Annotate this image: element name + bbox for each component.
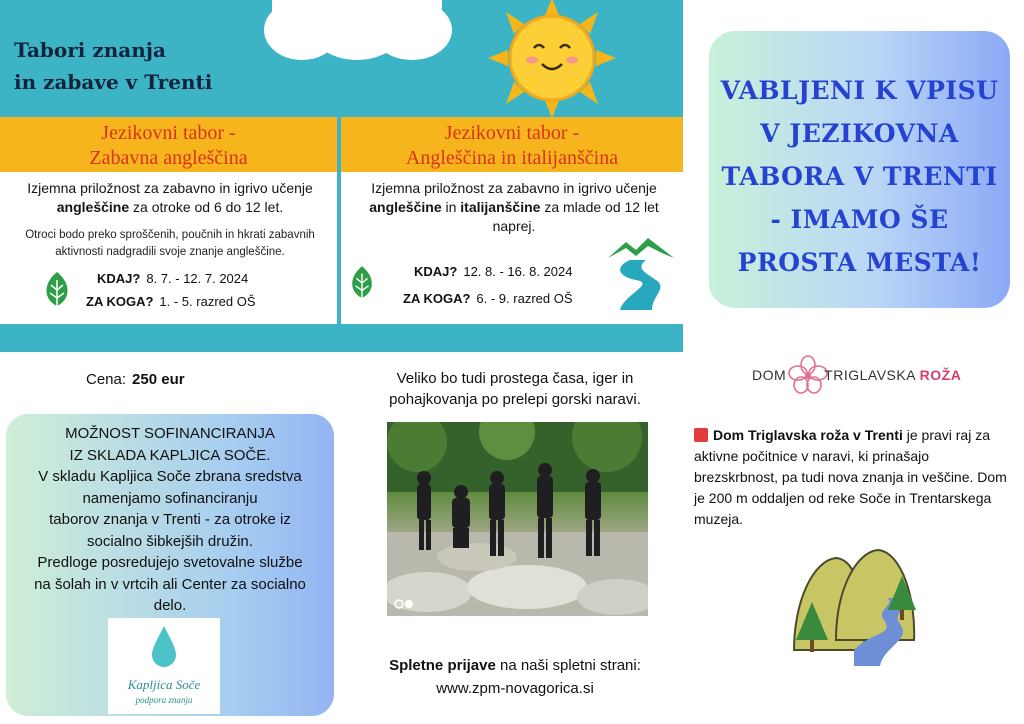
camp2-who-label: ZA KOGA? [403, 291, 471, 306]
funding-line: socialno šibkejših družin. [87, 532, 253, 550]
invite-box [709, 31, 1010, 308]
camp2-who [403, 291, 573, 307]
logo-part2: TRIGLAVSKA [824, 367, 916, 383]
funding-line: na šolah in v vrtcih ali Center za socialno [34, 575, 306, 593]
funding-line: namenjamo sofinanciranju [82, 489, 258, 507]
camp2-desc-bold2: italijanščine [460, 199, 541, 215]
leaf-icon [42, 270, 72, 310]
river-mountain-icon [606, 236, 676, 312]
camp2-title [341, 121, 683, 171]
funding-line: Predloge posredujejo svetovalne službe [37, 554, 303, 571]
camp1-description [14, 179, 326, 217]
logo-part1: DOM [752, 367, 787, 383]
price-label: Cena: [86, 371, 127, 388]
leaf-icon [348, 264, 376, 302]
camp2-desc-pre: Izjemna priložnost za zabavno in igrivo učenje [371, 180, 657, 196]
funding-line: delo. [153, 597, 187, 614]
apply-text [346, 654, 684, 700]
camp1-when-value: 8. 7. - 12. 7. 2024 [146, 271, 249, 286]
funding-line: V skladu Kapljica Soče zbrana sredstva [38, 468, 302, 485]
group-photo [387, 422, 648, 616]
funding-line: MOŽNOST SOFINANCIRANJA [65, 425, 275, 442]
dom-description [694, 425, 1012, 530]
camp1-desc-bold: angleščine [56, 199, 130, 215]
dom-desc-text: je pravi raj za aktivne počitnice v naravi, ki prinašajo brezskrbnost, pa tudi nova znanja in veščine. Dom je 200 m oddaljen od reke Soče in Trentarskega muzeja. [694, 427, 1007, 527]
price-value: 250 eur [132, 371, 185, 388]
funding-line: IZ SKLADA KAPLJICA SOČE. [69, 446, 271, 464]
camp2-desc-mid: in [441, 199, 461, 215]
camp1-who-label: ZA KOGA? [86, 294, 154, 309]
kapljica-name: Kapljica Soče [127, 677, 201, 692]
website-link[interactable]: www.zpm-novagorica.si [436, 680, 594, 697]
dom-name: Dom Triglavska roža v Trenti [713, 427, 903, 443]
invite-line: - IMAMO ŠE [770, 205, 949, 234]
apply-bold: Spletne prijave [389, 657, 496, 674]
invite-text [709, 69, 1010, 284]
camp2-title-line2: Angleščina in italijanščina [405, 147, 619, 169]
logo-part3: ROŽA [919, 367, 962, 383]
invite-line: TABORA V TRENTI [721, 162, 998, 191]
camp2-desc-bold1: angleščine [369, 199, 442, 215]
apply-line [346, 654, 684, 677]
water-drop-icon [151, 624, 177, 668]
camp2-who-value: 6. - 9. razred OŠ [476, 291, 573, 306]
photo-scene [387, 422, 648, 616]
dom-logo-icon [694, 428, 708, 442]
apply-rest: na naši spletni strani: [495, 657, 641, 674]
invite-line: VABLJENI K VPISU [720, 76, 999, 105]
funding-line: taborov znanja v Trenti - za otroke iz [49, 511, 291, 528]
camp1-title [0, 121, 337, 171]
camp2-title-line1: Jezikovni tabor - [444, 122, 580, 144]
camp1-who [86, 294, 256, 310]
cloud-icon [262, 0, 452, 62]
invite-line: PROSTA MESTA! [737, 248, 982, 277]
kapljica-subtitle: podpora znanju [135, 695, 193, 705]
camp2-desc-post: za mlade od 12 let naprej. [492, 199, 659, 234]
camp1-when [97, 271, 248, 287]
camp2-when [414, 264, 572, 280]
camp2-description [348, 179, 680, 236]
price [86, 371, 185, 388]
camp1-when-label: KDAJ? [97, 271, 141, 286]
camp2-when-label: KDAJ? [414, 264, 458, 279]
free-time-text: Veliko bo tudi prostega časa, iger in pohajkovanja po prelepi gorski naravi. [389, 370, 641, 408]
sun-icon [484, 0, 620, 122]
kapljica-soce-logo [108, 618, 220, 714]
banner-title [14, 34, 274, 98]
dom-logo-text [752, 367, 961, 383]
dom-logo [752, 355, 982, 395]
camp1-title-line2: Zabavna angleščina [89, 147, 248, 169]
banner-title-line1: Tabori znanja [14, 38, 166, 62]
camp1-note: Otroci bodo preko sproščenih, poučnih in hkrati zabavnih aktivnosti nadgradili svoje znanje angleščine. [25, 229, 315, 258]
camp1-desc-pre: Izjemna priložnost za zabavno in igrivo učenje [27, 180, 313, 196]
funding-text [6, 423, 334, 617]
camp1-title-line1: Jezikovni tabor - [101, 122, 236, 144]
mountains-trees-icon [784, 530, 924, 670]
banner-title-line2: in zabave v Trenti [14, 70, 213, 94]
camp2-when-value: 12. 8. - 16. 8. 2024 [463, 264, 573, 279]
invite-line: V JEZIKOVNA [760, 119, 959, 148]
camp1-desc-post: za otroke od 6 do 12 let. [129, 199, 284, 215]
camp1-who-value: 1. - 5. razred OŠ [159, 294, 256, 309]
